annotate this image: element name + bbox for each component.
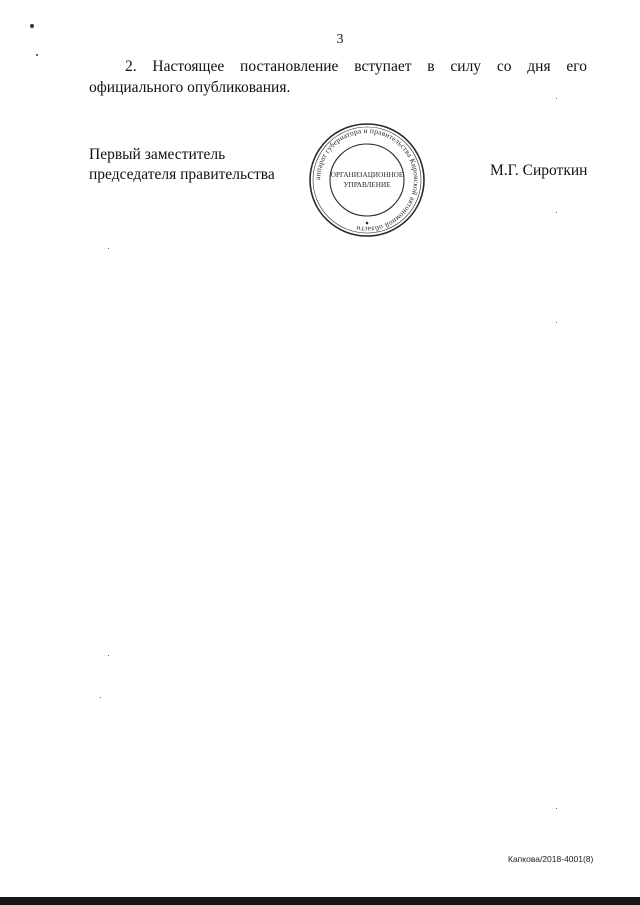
page-number: 3 bbox=[336, 32, 344, 47]
scan-speck bbox=[100, 697, 101, 698]
document-code: Капкова/2018-4001(8) bbox=[508, 854, 594, 864]
seal-inner-ring bbox=[330, 144, 404, 216]
scan-speck bbox=[108, 655, 109, 656]
scan-speck bbox=[556, 212, 557, 213]
seal-outer-ring bbox=[310, 124, 424, 236]
signer-position-line1: Первый заместитель bbox=[89, 146, 226, 163]
seal-ring-text: аппарат губернатора и правительства Кировской автономной области bbox=[312, 125, 422, 235]
official-seal bbox=[306, 120, 428, 240]
body-paragraph: 2. Настоящее постановление вступает в силу со дня его официального опубликования. bbox=[89, 58, 587, 96]
scan-speck bbox=[36, 54, 38, 56]
scan-speck bbox=[556, 808, 557, 809]
seal-star-dot bbox=[366, 222, 369, 225]
signer-position-line2: председателя правительства bbox=[89, 166, 275, 183]
scan-speck bbox=[108, 248, 109, 249]
signer-name: М.Г. Сироткин bbox=[490, 162, 588, 179]
scan-bottom-edge bbox=[0, 897, 640, 905]
signer-position bbox=[89, 145, 299, 185]
scan-speck bbox=[556, 322, 557, 323]
seal-center-line1: ОРГАНИЗАЦИОННОЕ bbox=[330, 171, 404, 179]
seal-center-line2: УПРАВЛЕНИЕ bbox=[343, 181, 391, 189]
scan-speck bbox=[556, 98, 557, 99]
scan-speck bbox=[30, 24, 34, 28]
